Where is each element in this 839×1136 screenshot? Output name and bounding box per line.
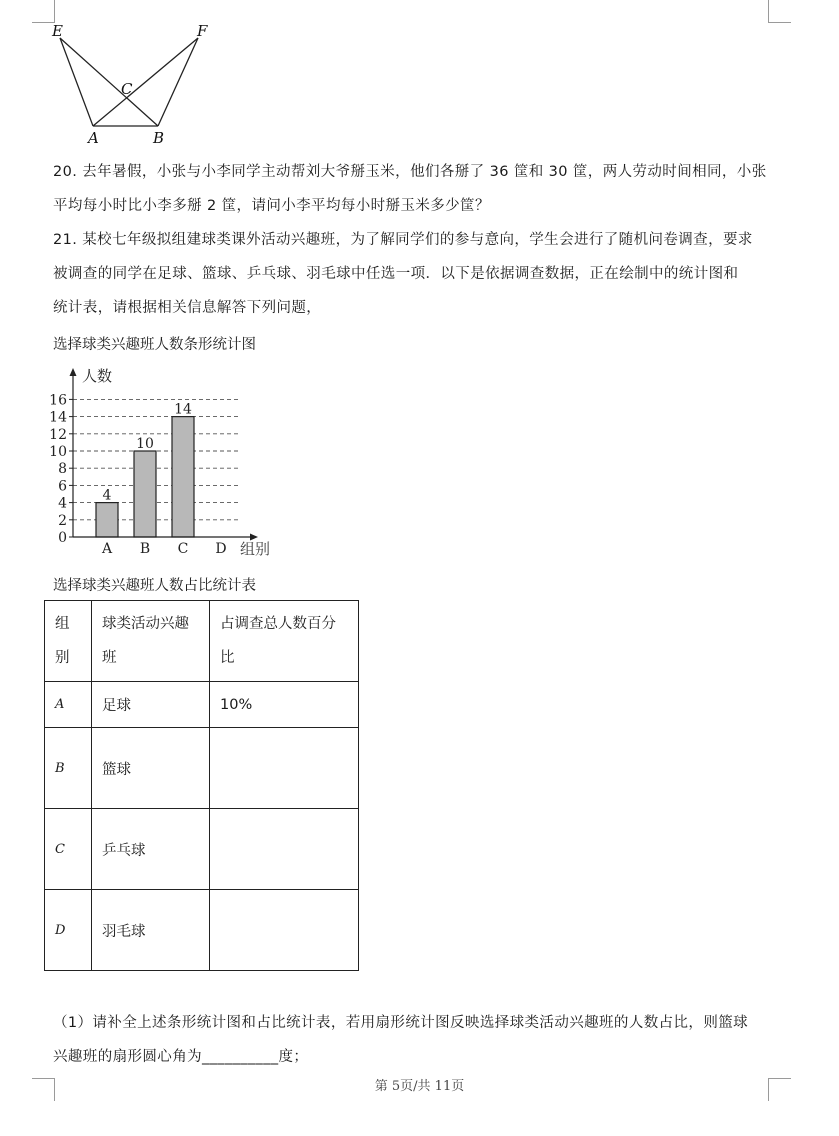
cell-sport: 羽毛球 bbox=[92, 890, 210, 971]
y-tick-labels bbox=[49, 392, 67, 546]
question-21-line-3: 统计表，请根据相关信息解答下列问题， bbox=[53, 300, 322, 316]
cell-sport: 篮球 bbox=[92, 728, 210, 809]
y-tick-label: 10 bbox=[49, 444, 67, 460]
segment-FB bbox=[158, 38, 198, 126]
y-tick-label: 4 bbox=[58, 495, 67, 512]
cell-group: D bbox=[45, 890, 92, 971]
bar-B bbox=[134, 451, 156, 537]
y-tick-label: 16 bbox=[49, 392, 67, 409]
y-tick-label: 6 bbox=[58, 478, 67, 495]
cell-percent bbox=[210, 809, 359, 890]
data-label-A: 4 bbox=[102, 487, 112, 504]
cell-sport: 乒乓球 bbox=[92, 809, 210, 890]
header-sport: 球类活动兴趣班 bbox=[92, 601, 210, 682]
page-footer: 第 5页/共 11页 bbox=[374, 1079, 465, 1094]
segment-EA bbox=[60, 38, 93, 126]
stat-table bbox=[44, 600, 359, 971]
table-row bbox=[45, 809, 359, 890]
sub-question-1 bbox=[53, 1006, 773, 1074]
header-percent: 占调查总人数百分比 bbox=[210, 601, 359, 682]
table-row bbox=[45, 890, 359, 971]
question-21-line-1: 21. 某校七年级拟组建球类课外活动兴趣班，为了解同学们的参与意向，学生会进行了随机问卷调查，要求 bbox=[53, 232, 753, 248]
x-tick-label-C: C bbox=[177, 541, 189, 557]
question-21 bbox=[53, 223, 773, 325]
table-row bbox=[45, 682, 359, 728]
crop-mark-top-right bbox=[768, 0, 791, 23]
point-label-F: F bbox=[197, 22, 208, 40]
cell-group: C bbox=[45, 809, 92, 890]
chart-title: 选择球类兴趣班人数条形统计图 bbox=[53, 337, 256, 353]
chart-bars bbox=[96, 417, 194, 537]
sub-question-1-line-2: 兴趣班的扇形圆心角为__________度； bbox=[53, 1049, 309, 1065]
x-tick-label-B: B bbox=[139, 541, 151, 557]
y-tick-label: 8 bbox=[58, 461, 67, 478]
question-20-line-2: 平均每小时比小李多掰 2 筐，请问小李平均每小时掰玉米多少筐？ bbox=[53, 198, 490, 214]
x-tick-label-D: D bbox=[215, 541, 227, 557]
x-axis-label: 组别 bbox=[240, 540, 271, 558]
geometry-figure bbox=[40, 18, 230, 150]
question-21-line-2: 被调查的同学在足球、篮球、乒乓球、羽毛球中任选一项．以下是依据调查数据，正在绘制中的统计图和 bbox=[53, 266, 739, 282]
point-label-A: A bbox=[88, 129, 99, 147]
bar-A bbox=[96, 503, 118, 537]
cell-percent bbox=[210, 728, 359, 809]
cell-percent: 10% bbox=[210, 682, 359, 728]
y-tick-label: 0 bbox=[58, 530, 67, 546]
table-row bbox=[45, 728, 359, 809]
bar-C bbox=[172, 417, 194, 537]
cell-group: B bbox=[45, 728, 92, 809]
y-tick-label: 12 bbox=[49, 426, 67, 443]
y-tick-label: 14 bbox=[49, 409, 67, 426]
y-axis-label: 人数 bbox=[82, 367, 113, 385]
y-tick-label: 2 bbox=[58, 512, 67, 529]
data-label-C: 14 bbox=[174, 401, 192, 418]
question-20 bbox=[53, 155, 773, 223]
sub-question-1-line-1: （1）请补全上述条形统计图和占比统计表，若用扇形统计图反映选择球类活动兴趣班的人数占比，则篮球 bbox=[53, 1015, 749, 1031]
x-tick-labels bbox=[101, 541, 227, 557]
table-title: 选择球类兴趣班人数占比统计表 bbox=[53, 578, 256, 594]
cell-percent bbox=[210, 890, 359, 971]
point-label-B: B bbox=[153, 129, 165, 147]
table-header-row bbox=[45, 601, 359, 682]
data-label-B: 10 bbox=[136, 436, 154, 452]
question-20-line-1: 20. 去年暑假，小张与小李同学主动帮刘大爷掰玉米，他们各掰了 36 筐和 30 筐，两人劳动时间相同，小张 bbox=[53, 164, 767, 180]
bar-chart bbox=[40, 362, 300, 562]
cell-sport: 足球 bbox=[92, 682, 210, 728]
x-tick-label-A: A bbox=[101, 541, 113, 557]
header-group: 组别 bbox=[45, 601, 92, 682]
point-label-C: C bbox=[121, 80, 133, 98]
point-label-E: E bbox=[52, 22, 63, 40]
cell-group: A bbox=[45, 682, 92, 728]
y-axis-arrow-icon bbox=[70, 368, 77, 376]
